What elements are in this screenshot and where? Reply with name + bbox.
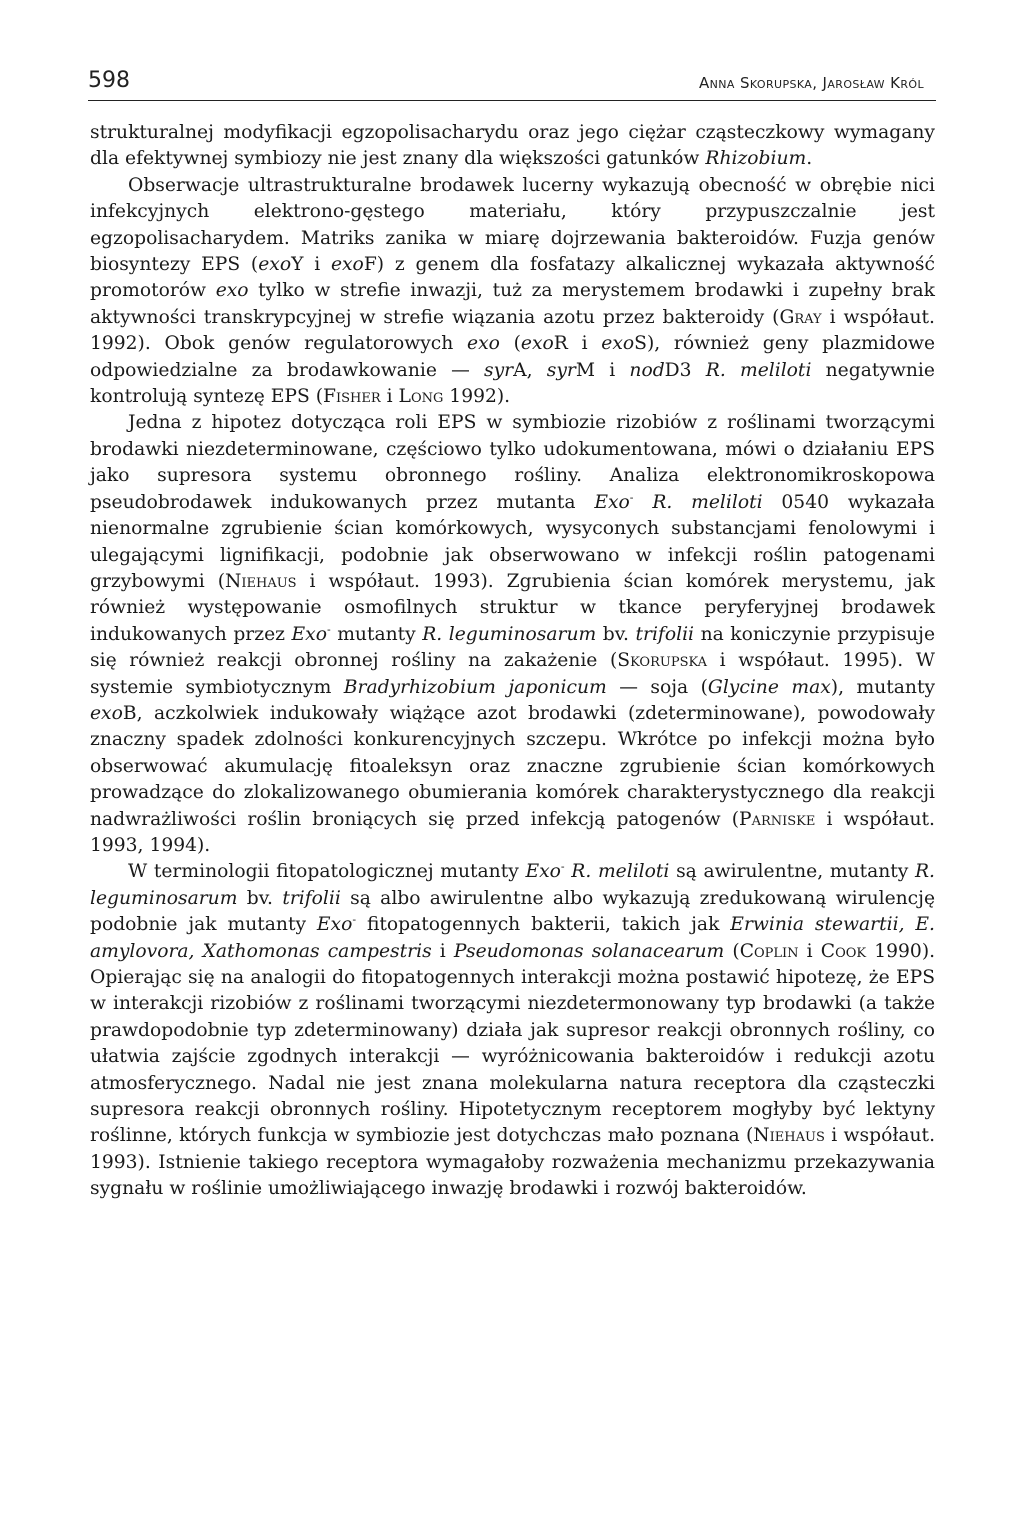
text-run: i bbox=[798, 940, 821, 962]
text-run: . bbox=[806, 148, 813, 170]
text-run: ( bbox=[724, 940, 740, 962]
superscript: - bbox=[560, 860, 565, 874]
text-run: i współaut. 1993). Istnienie takiego receptora wymagałoby rozważenia mechanizmu przekazywania sygnału w roślinie umożliwiającego inwazję brodawki i rozwój bakteroidów. bbox=[90, 1125, 936, 1200]
text-run: i współaut. 1993, 1994). bbox=[90, 808, 935, 856]
text-run: i współaut. 1992). Obok genów regulatorowych bbox=[90, 306, 935, 355]
author-citation: Fisher bbox=[323, 386, 381, 408]
text-run: bv. bbox=[237, 887, 283, 909]
italic-text: R. meliloti bbox=[571, 861, 670, 883]
italic-text: exo bbox=[601, 333, 635, 355]
superscript: - bbox=[326, 622, 331, 636]
text-run: 0540 wykazała nienormalne zgrubienie ścian komórkowych, wysyconych substancjami fenolowymi i ulegającymi lignifikacji, podobnie jak obserwowano w infekcji roślin patogenami grzybowymi ( bbox=[90, 491, 935, 592]
text-run: Y i bbox=[291, 254, 331, 276]
text-run: są awirulentne, mutanty bbox=[669, 861, 915, 883]
italic-text: R. leguminosarum bbox=[422, 623, 597, 645]
text-run: i współaut. 1993). Zgrubienia ścian komórek merystemu, jak również występowanie osmofilnych struktur w tkance peryferyjnej brodawek indukowanych przez bbox=[90, 570, 936, 645]
italic-text: Exo bbox=[316, 914, 353, 936]
text-run: — soja ( bbox=[606, 676, 708, 698]
page-header bbox=[88, 66, 936, 101]
italic-text: Rhizobium bbox=[705, 148, 807, 170]
italic-text: nod bbox=[629, 359, 665, 381]
italic-text: Pseudomonas solanacearum bbox=[453, 940, 725, 962]
text-run: negatywnie kontrolują syntezę EPS ( bbox=[90, 359, 935, 408]
author-citation: Parniske bbox=[739, 808, 816, 830]
text-run: ( bbox=[499, 333, 521, 355]
italic-text: Bradyrhizobium japonicum bbox=[343, 676, 607, 698]
text-run: S), również geny plazmidowe odpowiedzialne za brodawkowanie — bbox=[90, 333, 935, 381]
text-run: F) z genem dla fosfatazy alkalicznej wykazała aktywność promotorów bbox=[90, 254, 935, 302]
italic-text: Erwinia stewartii, E. amylovora, Xathomonas campestris bbox=[90, 914, 935, 962]
running-head: Anna Skorupska, Jarosław Król bbox=[698, 74, 924, 92]
italic-text: trifolii bbox=[282, 887, 341, 909]
superscript: - bbox=[352, 912, 357, 926]
author-citation: Coplin bbox=[739, 940, 799, 962]
italic-text: R. leguminosarum bbox=[90, 861, 935, 909]
author-citation: Gray bbox=[779, 306, 822, 328]
italic-text: exo bbox=[467, 333, 500, 355]
author-citation: Cook bbox=[820, 940, 867, 962]
paragraph bbox=[90, 120, 935, 173]
italic-text: exo bbox=[258, 254, 292, 276]
italic-text: Glycine max bbox=[707, 676, 831, 698]
italic-text: trifolii bbox=[635, 623, 695, 645]
author-citation: Skorupska bbox=[617, 650, 708, 672]
author-citation: Niehaus bbox=[225, 570, 297, 592]
paragraph bbox=[90, 410, 935, 859]
text-run: ), mutanty bbox=[830, 676, 936, 698]
page-number: 598 bbox=[88, 68, 130, 93]
text-run bbox=[633, 492, 652, 513]
italic-text: syr bbox=[484, 359, 514, 381]
text-run: M i bbox=[575, 359, 630, 381]
italic-text: R. meliloti bbox=[652, 491, 763, 513]
text-run: B, aczkolwiek indukowały wiążące azot brodawki (zdeterminowane), powodowały znaczny spadek zdolności konkurencyjnych szczepu. Wkrótce po infekcji można było obserwować akumulację fitoaleksyn oraz znaczne zgrubienie ścian komórkowych prowadzące do zlokalizowanego obumierania komórek charakterystycznego dla reakcji nadwrażliwości roślin broniących się przed infekcją patogenów ( bbox=[90, 702, 935, 830]
text-run: A, bbox=[513, 359, 547, 381]
text-run: W terminologii fitopatologicznej mutanty bbox=[128, 861, 526, 883]
text-run: i współaut. 1995). W systemie symbiotycznym bbox=[90, 650, 935, 698]
text-run: tylko w strefie inwazji, tuż za merystemem brodawki i zupełny brak aktywności transkrypcyjnej w strefie wiązania azotu przez bakteroidy ( bbox=[90, 280, 936, 328]
italic-text: exo bbox=[90, 702, 123, 724]
italic-text: exo bbox=[215, 280, 249, 302]
text-run: mutanty bbox=[330, 623, 423, 645]
italic-text: Exo bbox=[594, 491, 630, 513]
body-text bbox=[90, 120, 935, 1203]
text-run: i bbox=[380, 386, 399, 408]
italic-text: exo bbox=[520, 333, 554, 355]
author-citation: Niehaus bbox=[753, 1125, 825, 1147]
italic-text: Exo bbox=[525, 861, 561, 883]
text-run: D3 bbox=[664, 359, 706, 381]
paragraph bbox=[90, 173, 935, 411]
italic-text: exo bbox=[330, 254, 364, 276]
paragraph bbox=[90, 859, 935, 1202]
text-run: R i bbox=[553, 333, 602, 355]
text-run: są albo awirulentne albo wykazują zredukowaną wirulencję podobnie jak mutanty bbox=[90, 887, 935, 936]
text-run: i bbox=[431, 940, 454, 962]
author-citation: Long bbox=[398, 386, 444, 408]
text-run: 1990). Opierając się na analogii do fitopatogennych interakcji można postawić hipotezę, że EPS w interakcji rizobiów z roślinami tworzącymi niezdetermonowany typ brodawki (a także prawdopodobnie typ zdeterminowany) działa jak supresor reakcji obronnych rośliny, co ułatwia zajście zgodnych interakcji — wyróżnicowania bakteroidów i redukcji azotu atmosferycznego. Nadal nie jest znana molekularna natura receptora dla cząsteczki supresora reakcji obronnych rośliny. Hipotetycznym receptorem mogłyby być lektyny roślinne, których funkcja w symbiozie jest dotychczas mało poznana ( bbox=[90, 940, 936, 1147]
text-run: fitopatogennych bakterii, takich jak bbox=[356, 914, 731, 936]
text-run: bv. bbox=[596, 623, 636, 645]
italic-text: syr bbox=[546, 359, 576, 381]
text-run: Jedna z hipotez dotycząca roli EPS w symbiozie rizobiów z roślinami tworzącymi brodawki niezdeterminowane, częściowo tylko udokumentowana, mówi o działaniu EPS jako supresora systemu obronnego rośliny. Analiza elektronomikroskopowa pseudobrodawek indukowanych przez mutanta bbox=[90, 412, 935, 513]
text-run: na koniczynie przypisuje się również reakcji obronnej rośliny na zakażenie ( bbox=[90, 623, 936, 672]
italic-text: R. meliloti bbox=[705, 359, 812, 381]
italic-text: Exo bbox=[291, 623, 327, 645]
text-run: strukturalnej modyfikacji egzopolisacharydu oraz jego ciężar cząsteczkowy wymagany dla efektywnej symbiozy nie jest znany dla większości gatunków bbox=[90, 122, 935, 170]
superscript: - bbox=[629, 490, 634, 504]
text-run: 1992). bbox=[443, 386, 511, 408]
text-run: Obserwacje ultrastrukturalne brodawek lucerny wykazują obecność w obrębie nici infekcyjnych elektrono-gęstego materiału, który przypuszczalnie jest egzopolisacharydem. Matriks zanika w miarę dojrzewania bakteroidów. Fuzja genów biosyntezy EPS ( bbox=[90, 174, 935, 276]
